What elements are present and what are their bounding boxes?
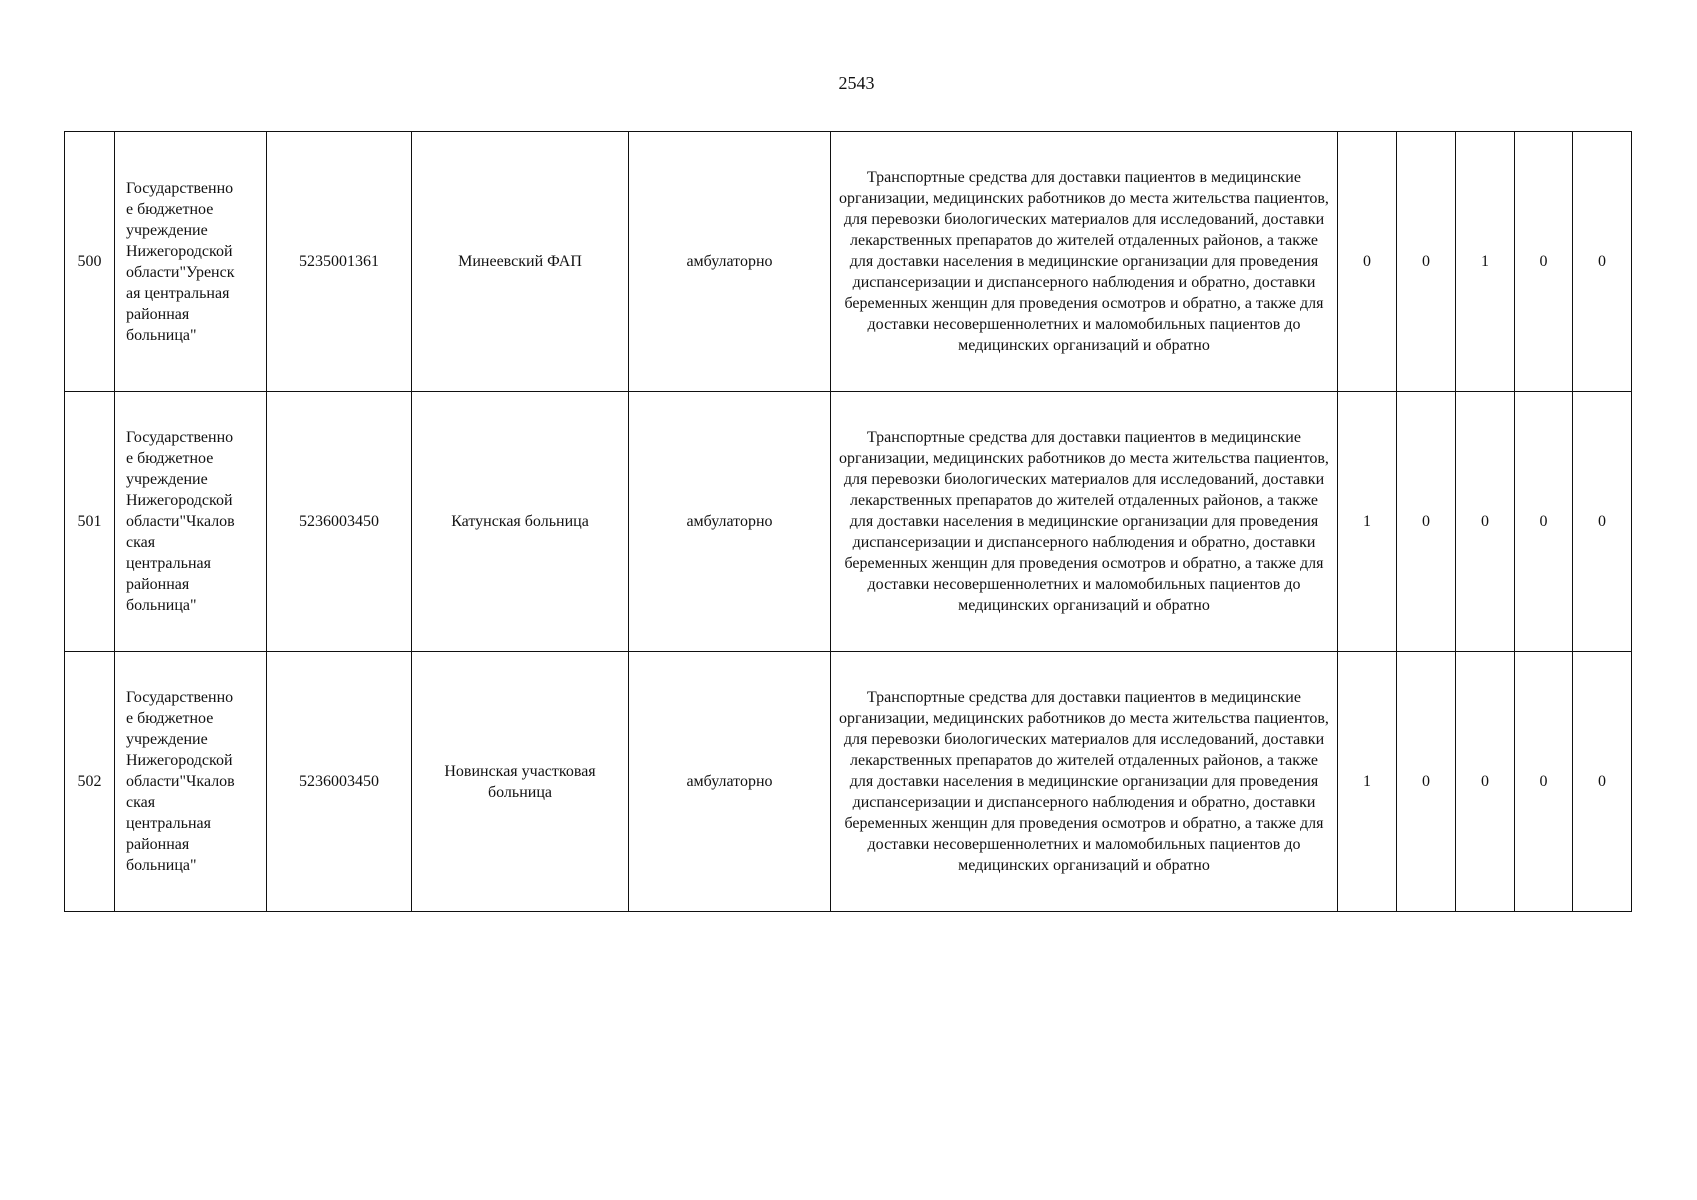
organization-name: Государственно е бюджетное учреждение Нижегородской области"Уренск ая центральная районная больница" xyxy=(115,132,267,392)
count-cell: 0 xyxy=(1515,392,1573,652)
inn-code: 5235001361 xyxy=(267,132,412,392)
table-row xyxy=(65,392,1632,652)
count-cell: 0 xyxy=(1515,132,1573,392)
vehicle-purpose: Транспортные средства для доставки пациентов в медицинские организации, медицинских работников до места жительства пациентов, для перевозки биологических материалов для исследований, доставки лекарственных препаратов до жителей отдаленных районов, а также для доставки населения в медицинские организации для проведения диспансеризации и диспансерного наблюдения и обратно, доставки беременных женщин для проведения осмотров и обратно, а также для доставки несовершеннолетних и маломобильных пациентов до медицинских организаций и обратно xyxy=(831,392,1338,652)
inn-code: 5236003450 xyxy=(267,652,412,912)
count-cell: 0 xyxy=(1573,132,1632,392)
care-condition: амбулаторно xyxy=(629,392,831,652)
page-number: 2543 xyxy=(838,73,875,93)
count-cell: 0 xyxy=(1397,392,1456,652)
count-cell: 0 xyxy=(1573,392,1632,652)
count-cell: 0 xyxy=(1456,392,1515,652)
row-number: 501 xyxy=(65,392,115,652)
row-number: 502 xyxy=(65,652,115,912)
vehicle-purpose: Транспортные средства для доставки пациентов в медицинские организации, медицинских работников до места жительства пациентов, для перевозки биологических материалов для исследований, доставки лекарственных препаратов до жителей отдаленных районов, а также для доставки населения в медицинские организации для проведения диспансеризации и диспансерного наблюдения и обратно, доставки беременных женщин для проведения осмотров и обратно, а также для доставки несовершеннолетних и маломобильных пациентов до медицинских организаций и обратно xyxy=(831,132,1338,392)
count-cell: 0 xyxy=(1397,652,1456,912)
care-condition: амбулаторно xyxy=(629,652,831,912)
count-cell: 0 xyxy=(1456,652,1515,912)
table-row xyxy=(65,132,1632,392)
facility-name: Катунская больница xyxy=(412,392,629,652)
vehicle-purpose: Транспортные средства для доставки пациентов в медицинские организации, медицинских работников до места жительства пациентов, для перевозки биологических материалов для исследований, доставки лекарственных препаратов до жителей отдаленных районов, а также для доставки населения в медицинские организации для проведения диспансеризации и диспансерного наблюдения и обратно, доставки беременных женщин для проведения осмотров и обратно, а также для доставки несовершеннолетних и маломобильных пациентов до медицинских организаций и обратно xyxy=(831,652,1338,912)
row-number: 500 xyxy=(65,132,115,392)
count-cell: 0 xyxy=(1338,132,1397,392)
organization-name: Государственно е бюджетное учреждение Нижегородской области"Чкалов ская центральная районная больница" xyxy=(115,392,267,652)
care-condition: амбулаторно xyxy=(629,132,831,392)
facility-name: Новинская участковая больница xyxy=(412,652,629,912)
table-row xyxy=(65,652,1632,912)
inn-code: 5236003450 xyxy=(267,392,412,652)
count-cell: 0 xyxy=(1515,652,1573,912)
count-cell: 0 xyxy=(1397,132,1456,392)
count-cell: 1 xyxy=(1456,132,1515,392)
facility-name: Минеевский ФАП xyxy=(412,132,629,392)
count-cell: 0 xyxy=(1573,652,1632,912)
count-cell: 1 xyxy=(1338,652,1397,912)
organization-name: Государственно е бюджетное учреждение Нижегородской области"Чкалов ская центральная районная больница" xyxy=(115,652,267,912)
count-cell: 1 xyxy=(1338,392,1397,652)
registry-table xyxy=(64,131,1632,912)
